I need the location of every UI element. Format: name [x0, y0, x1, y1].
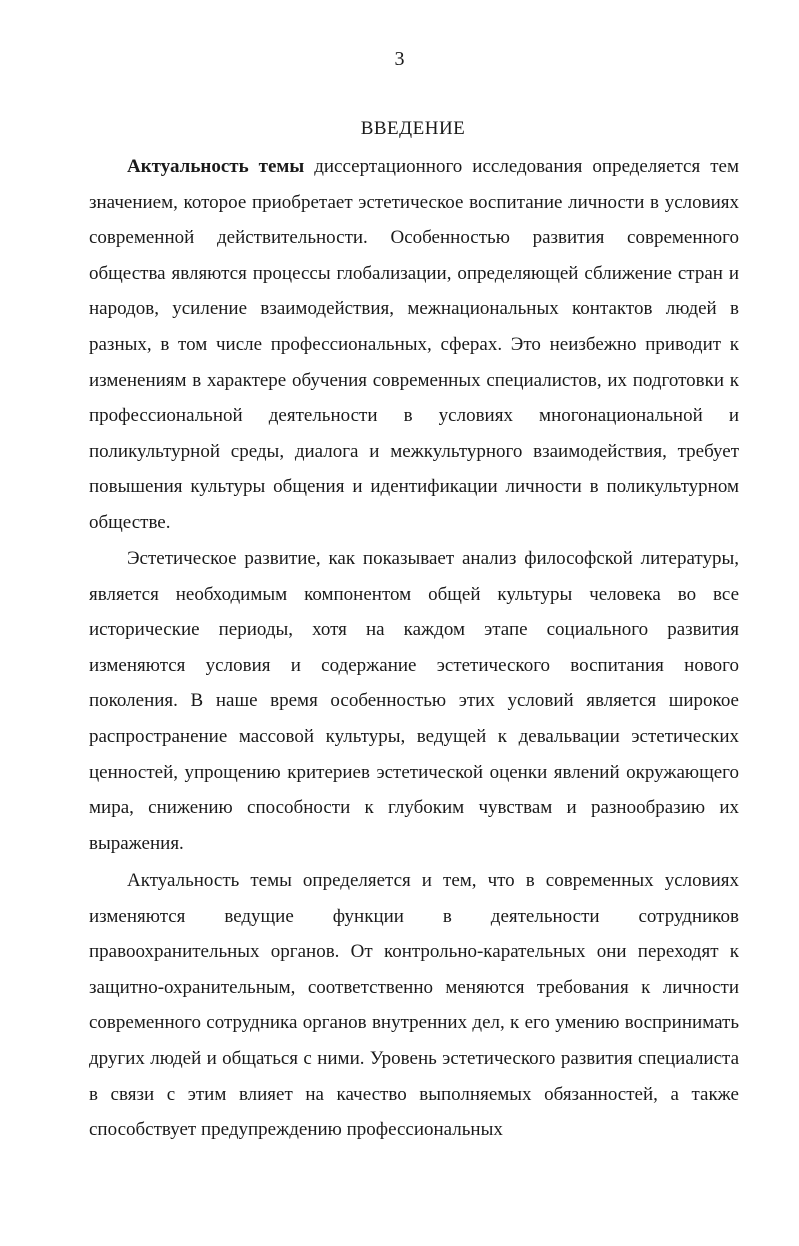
paragraph-bold-lead: Актуальность темы — [127, 156, 305, 177]
page-number: 3 — [394, 48, 405, 70]
paragraph-2 — [89, 541, 739, 861]
paragraph-body: диссертационного исследования определяется тем значением, которое приобретает эстетическое воспитание личности в условиях современной действительности. Особенностью развития современного общества являются процессы глобализации, определяющей сближение стран и народов, усиление взаимодействия, межнациональных контактов людей в разных, в том числе профессиональных, сферах. Это неизбежно приводит к изменениям в характере обучения современных специалистов, их подготовки к профессиональной деятельности в условиях многонациональной и поликультурной среды, диалога и межкультурного взаимодействия, требует повышения культуры общения и идентификации личности в поликультурном обществе. — [89, 156, 739, 533]
paragraph-text — [89, 149, 739, 541]
paragraph-3 — [89, 863, 739, 1148]
paragraph-1 — [89, 149, 739, 541]
paragraph-text: Эстетическое развитие, как показывает анализ философской литературы, является необходимым компонентом общей культуры человека во все исторические периоды, хотя на каждом этапе социального развития изменяются условия и содержание эстетического воспитания нового поколения. В наше время особенностью этих условий является широкое распространение массовой культуры, ведущей к девальвации эстетических ценностей, упрощению критериев эстетической оценки явлений окружающего мира, снижению способности к глубоким чувствам и разнообразию их выражения. — [89, 548, 739, 854]
section-heading: ВВЕДЕНИЕ — [360, 118, 466, 139]
paragraph-text: Актуальность темы определяется и тем, что в современных условиях изменяются ведущие функции в деятельности сотрудников правоохранительных органов. От контрольно-карательных они переходят к защитно-охранительным, соответственно меняются требования к личности современного сотрудника органов внутренних дел, к его умению воспринимать других людей и общаться с ними. Уровень эстетического развития специалиста в связи с этим влияет на качество выполняемых обязанностей, а также способствует предупреждению профессиональных — [89, 870, 739, 1141]
